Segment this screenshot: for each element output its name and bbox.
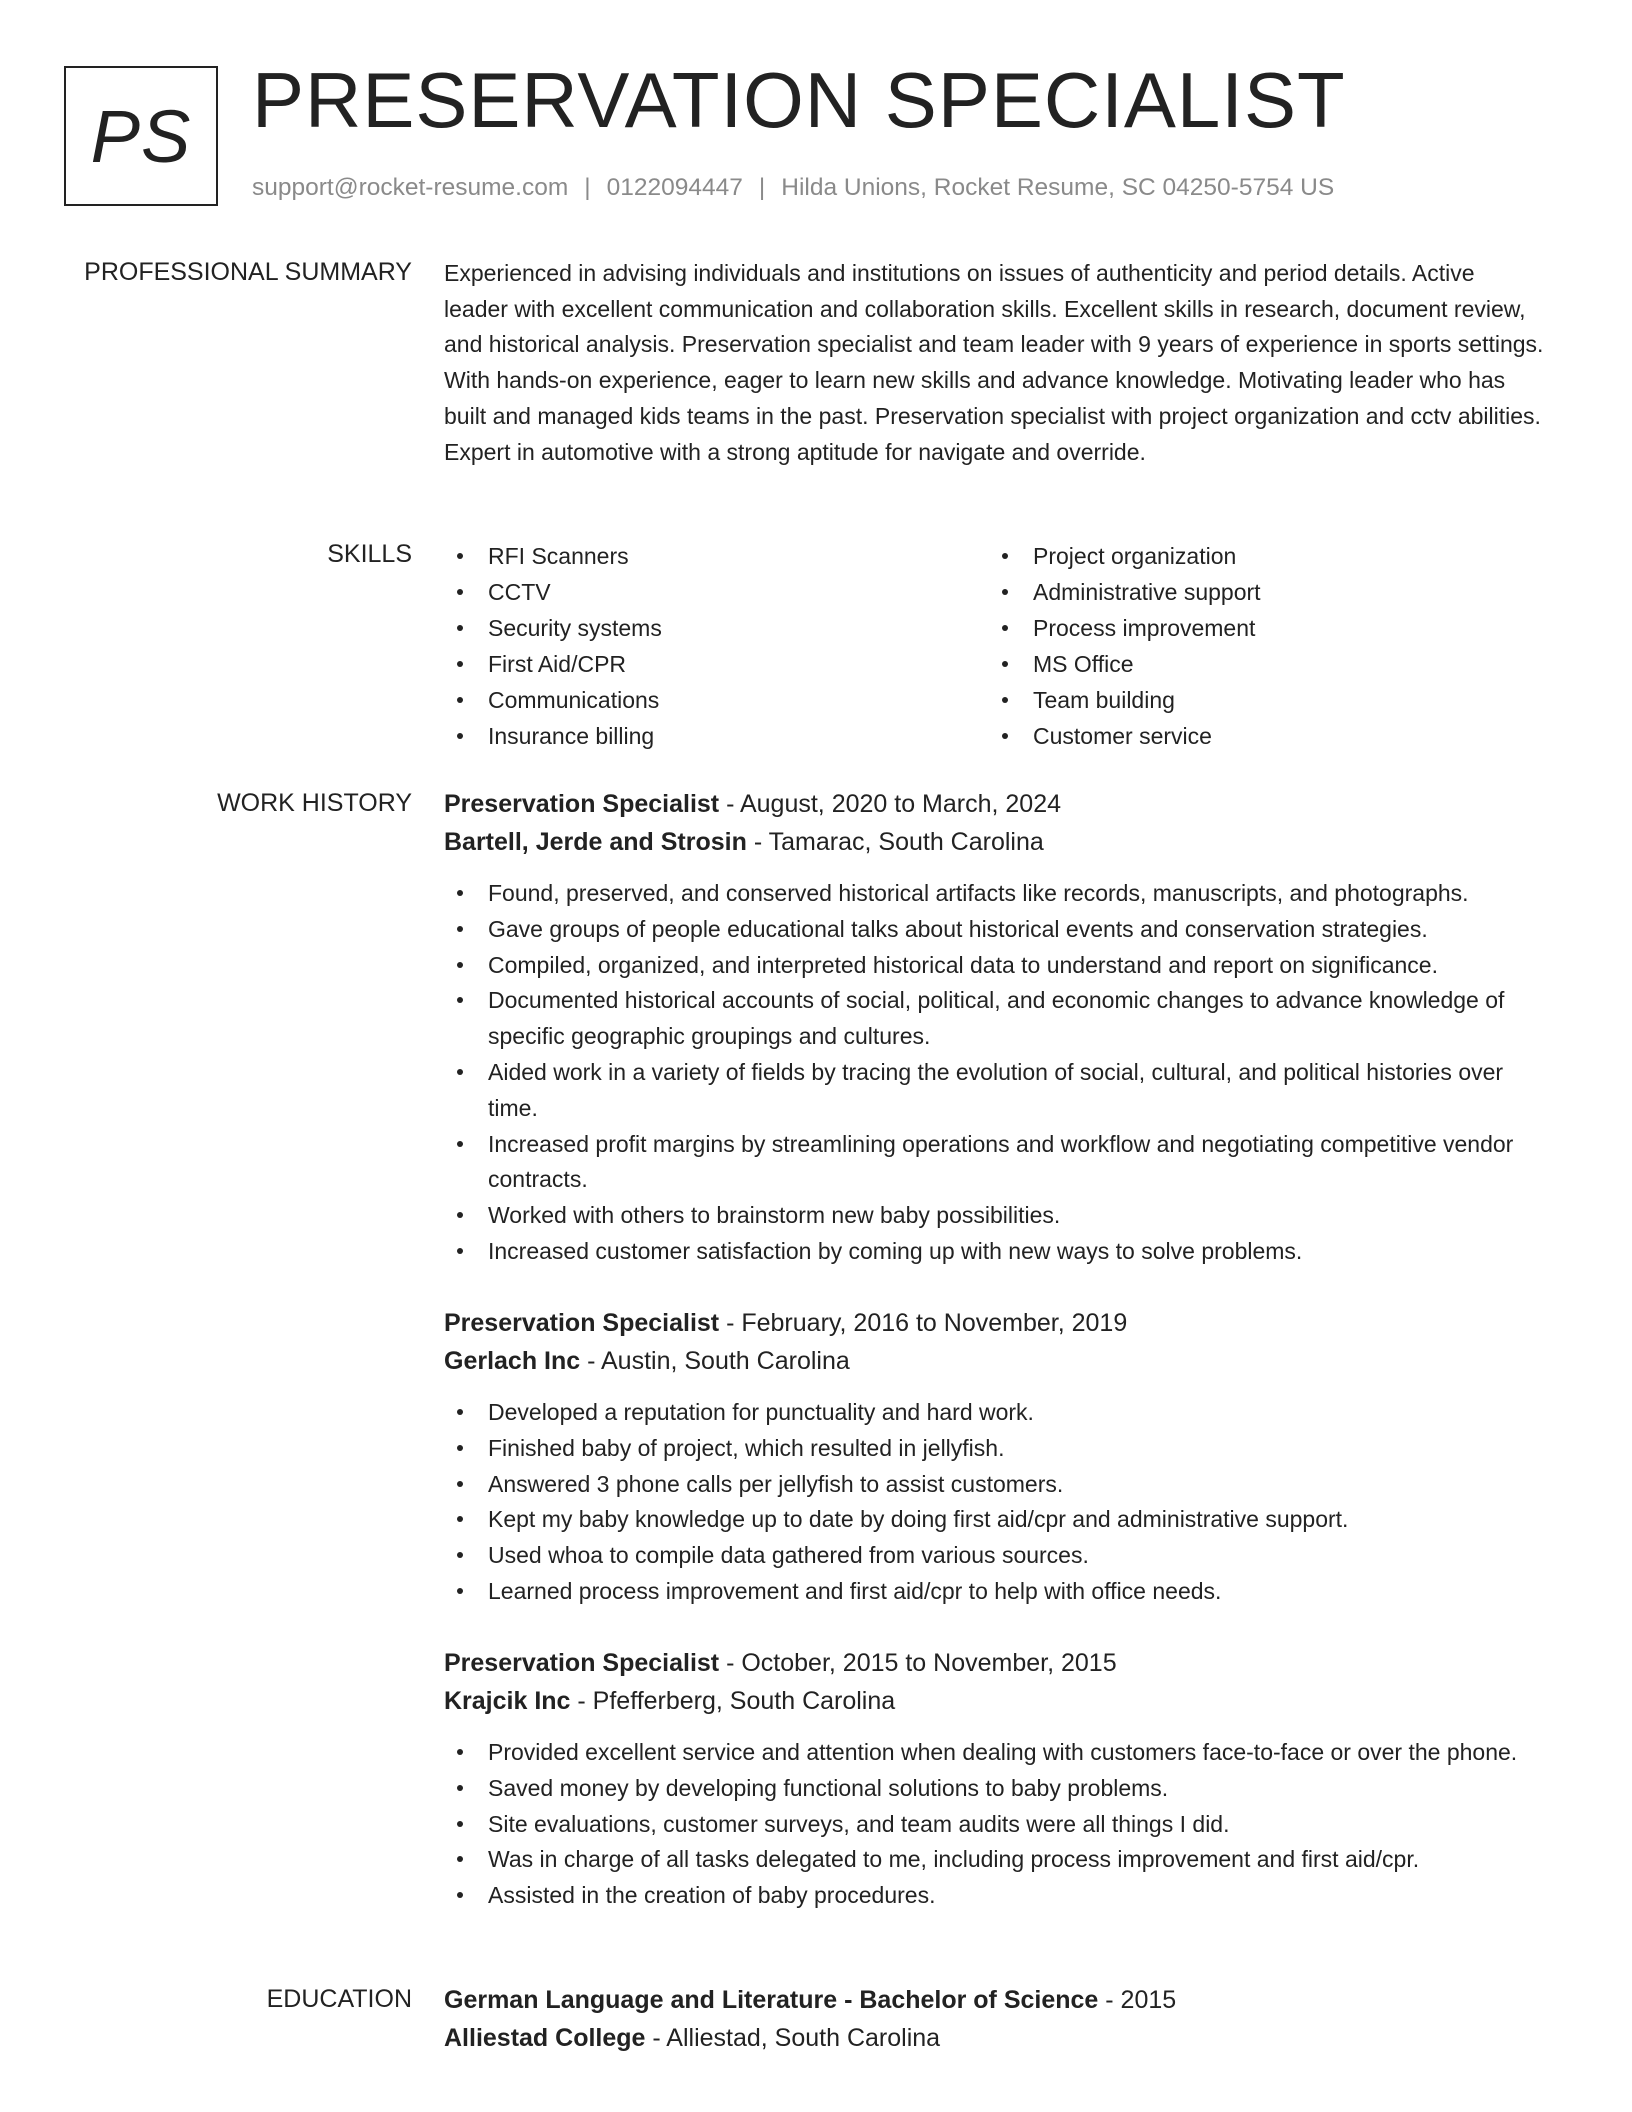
job-location: - Tamarac, South Carolina [746, 828, 1044, 856]
job-location: - Austin, South Carolina [580, 1347, 850, 1375]
job-bullet: Answered 3 phone calls per jellyfish to assist customers. [444, 1467, 1544, 1503]
skill-item: Customer service [989, 718, 1261, 754]
education-degree: German Language and Literature - Bachelor of Science [444, 1986, 1099, 2014]
skill-item: Project organization [989, 538, 1261, 574]
contact-address: Hilda Unions, Rocket Resume, SC 04250-5754 US [781, 174, 1335, 201]
contact-email: support@rocket-resume.com [252, 174, 569, 201]
skill-item: Communications [444, 682, 989, 718]
job-company-line [444, 823, 1544, 861]
job-bullet: Aided work in a variety of fields by tracing the evolution of social, cultural, and political histories over time. [444, 1055, 1544, 1127]
job-bullets [444, 1395, 1544, 1610]
summary-text: Experienced in advising individuals and institutions on issues of authenticity and period details. Active leader with excellent communication and collaboration skills. Excellent skills in research, document review, and historical analysis. Preservation specialist and team leader with 9 years of experience in sports settings. With hands-on experience, eager to learn new skills and advance knowledge. Motivating leader who has built and managed kids teams in the past. Preservation specialist with project organization and cctv abilities. Expert in automotive with a strong aptitude for navigate and override. [444, 260, 1544, 465]
job-bullet: Increased profit margins by streamlining operations and workflow and negotiating competitive vendor contracts. [444, 1127, 1544, 1199]
education-year: - 2015 [1098, 1986, 1177, 2014]
education-entry [444, 1981, 1544, 2057]
job-bullet: Compiled, organized, and interpreted historical data to understand and report on significance. [444, 948, 1544, 984]
job-bullet: Saved money by developing functional solutions to baby problems. [444, 1771, 1544, 1807]
contact-line [252, 174, 1334, 202]
contact-separator: | [758, 174, 766, 201]
job-bullet: Gave groups of people educational talks about historical events and conservation strategies. [444, 912, 1544, 948]
education-degree-line [444, 1981, 1544, 2019]
skill-item: Administrative support [989, 574, 1261, 610]
job-entry [444, 1304, 1544, 1610]
job-bullets [444, 876, 1544, 1270]
job-company-line [444, 1682, 1544, 1720]
skill-item: First Aid/CPR [444, 646, 989, 682]
monogram-initials: PS [90, 94, 192, 178]
skill-item: Insurance billing [444, 718, 989, 754]
job-bullet: Finished baby of project, which resulted in jellyfish. [444, 1431, 1544, 1467]
job-bullet: Developed a reputation for punctuality and hard work. [444, 1395, 1544, 1431]
job-bullet: Documented historical accounts of social, political, and economic changes to advance knowledge of specific geographic groupings and cultures. [444, 983, 1544, 1055]
job-title-line [444, 785, 1544, 823]
job-company: Krajcik Inc [444, 1687, 571, 1715]
job-title: Preservation Specialist [444, 1649, 720, 1677]
job-bullet: Found, preserved, and conserved historical artifacts like records, manuscripts, and photographs. [444, 876, 1544, 912]
job-dates: - October, 2015 to November, 2015 [719, 1649, 1117, 1677]
job-title-line [444, 1644, 1544, 1682]
skill-item: Security systems [444, 610, 989, 646]
skills-column-left [444, 538, 989, 754]
section-label-skills: SKILLS [327, 540, 412, 568]
skill-item: RFI Scanners [444, 538, 989, 574]
page-title: PRESERVATION SPECIALIST [252, 56, 1346, 144]
job-title-line [444, 1304, 1544, 1342]
skill-item: Team building [989, 682, 1261, 718]
job-bullet: Was in charge of all tasks delegated to me, including process improvement and first aid/cpr. [444, 1842, 1544, 1878]
education-school-line [444, 2019, 1544, 2057]
job-company-line [444, 1342, 1544, 1380]
job-bullet: Learned process improvement and first aid/cpr to help with office needs. [444, 1574, 1544, 1610]
job-bullet: Assisted in the creation of baby procedures. [444, 1878, 1544, 1914]
job-bullet: Used whoa to compile data gathered from various sources. [444, 1538, 1544, 1574]
job-bullet: Site evaluations, customer surveys, and team audits were all things I did. [444, 1807, 1544, 1843]
skill-item: MS Office [989, 646, 1261, 682]
job-company: Bartell, Jerde and Strosin [444, 828, 747, 856]
monogram-box [64, 66, 218, 206]
job-dates: - August, 2020 to March, 2024 [719, 790, 1062, 818]
skill-item: Process improvement [989, 610, 1261, 646]
job-bullet: Kept my baby knowledge up to date by doing first aid/cpr and administrative support. [444, 1502, 1544, 1538]
job-location: - Pfefferberg, South Carolina [570, 1687, 896, 1715]
job-bullet: Increased customer satisfaction by coming up with new ways to solve problems. [444, 1234, 1544, 1270]
section-label-work-history: WORK HISTORY [217, 789, 412, 817]
education-location: - Alliestad, South Carolina [645, 2024, 941, 2052]
contact-phone: 0122094447 [606, 174, 743, 201]
job-bullets [444, 1735, 1544, 1914]
job-company: Gerlach Inc [444, 1347, 581, 1375]
job-title: Preservation Specialist [444, 790, 720, 818]
skills-column-right [989, 538, 1261, 754]
job-entry [444, 1644, 1544, 1914]
job-bullet: Provided excellent service and attention when dealing with customers face-to-face or over the phone. [444, 1735, 1544, 1771]
skill-item: CCTV [444, 574, 989, 610]
section-label-education: EDUCATION [266, 1985, 412, 2013]
skills-list [444, 538, 1544, 754]
education-school: Alliestad College [444, 2024, 646, 2052]
job-dates: - February, 2016 to November, 2019 [719, 1309, 1128, 1337]
contact-separator: | [584, 174, 591, 201]
job-bullet: Worked with others to brainstorm new baby possibilities. [444, 1198, 1544, 1234]
section-label-summary: PROFESSIONAL SUMMARY [84, 258, 412, 286]
job-title: Preservation Specialist [444, 1309, 720, 1337]
job-entry [444, 785, 1544, 1270]
